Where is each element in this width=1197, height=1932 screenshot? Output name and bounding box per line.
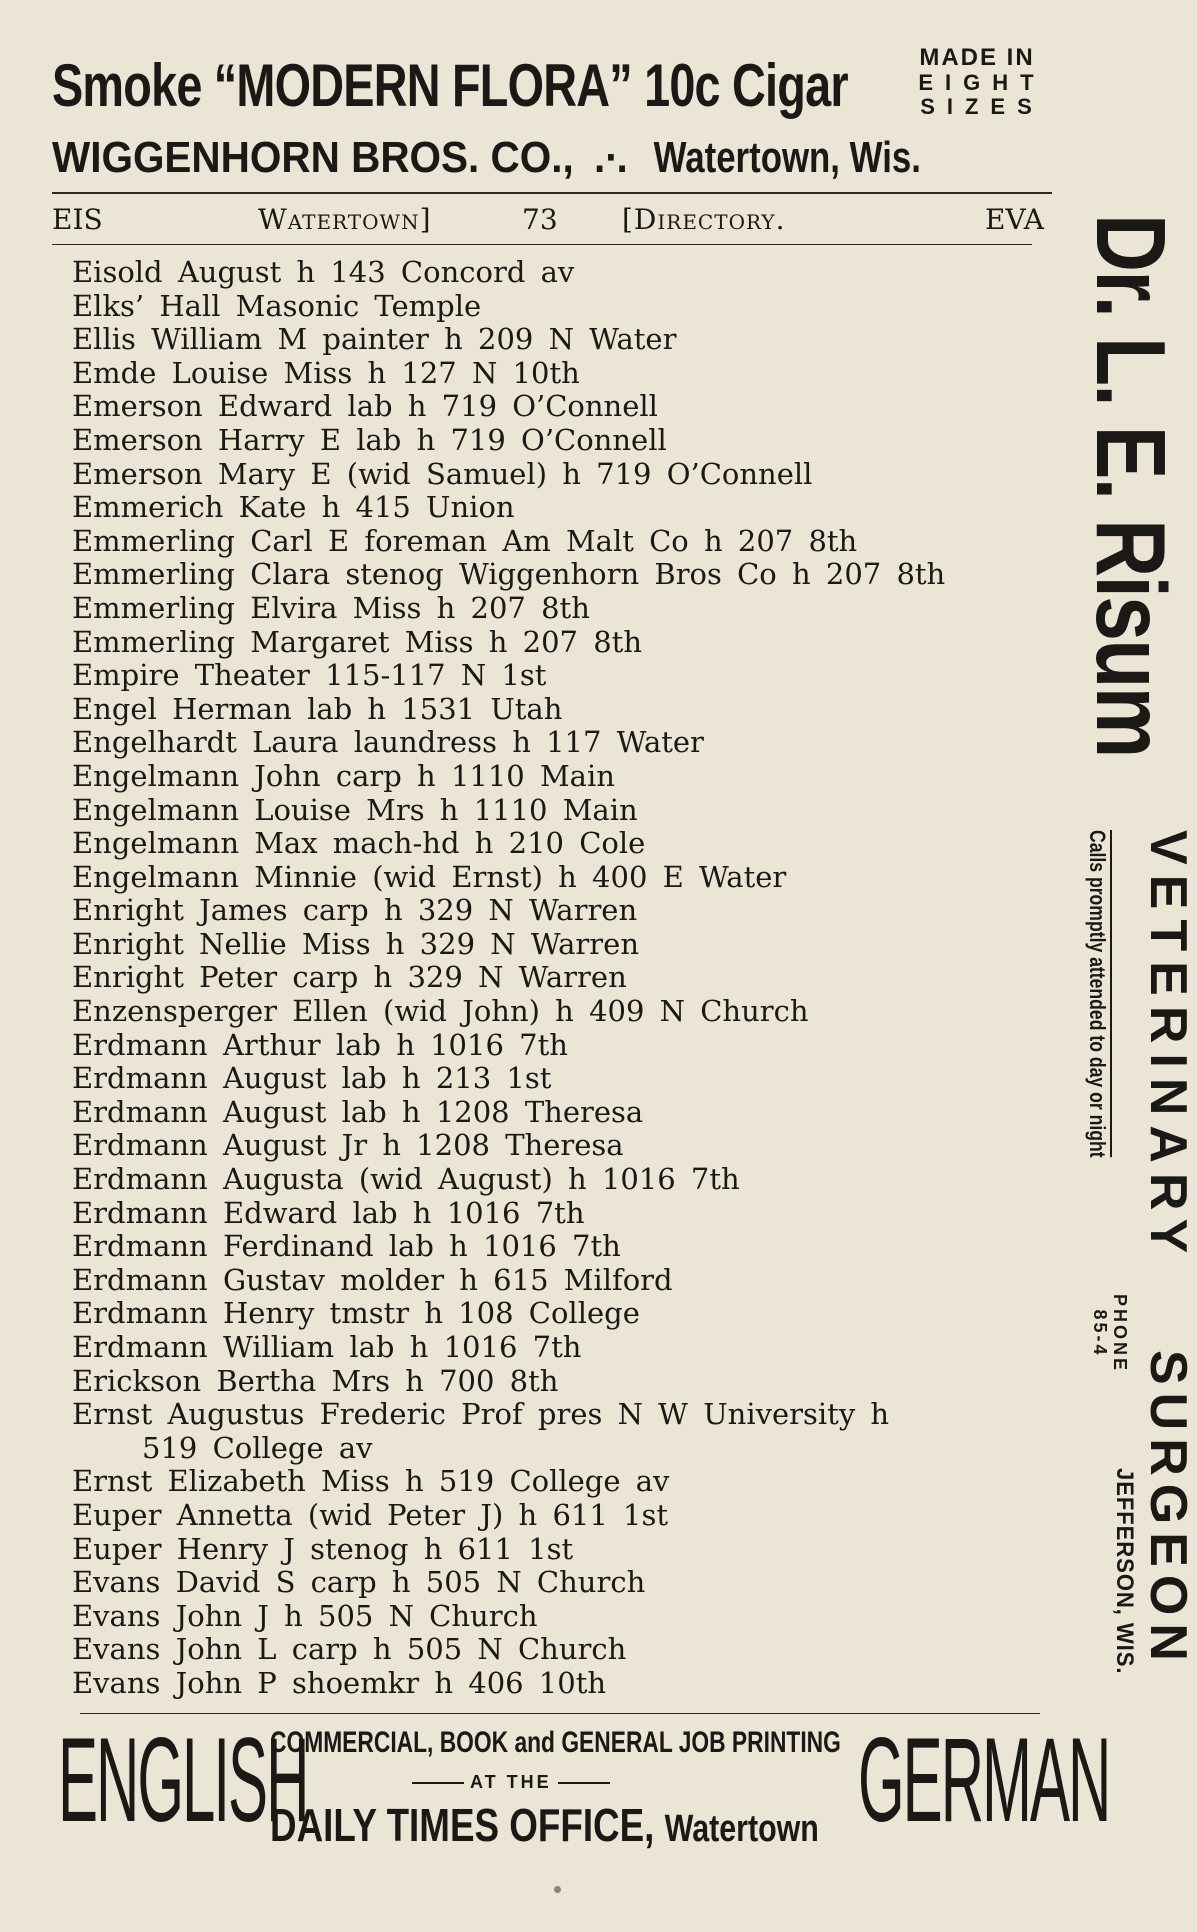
directory-entry: Erdmann Henry tmstr h 108 College [72, 1296, 640, 1331]
top-advertisement [52, 44, 1052, 194]
running-head-town: Watertown] [258, 203, 432, 236]
directory-entry: Emmerling Clara stenog Wiggenhorn Bros Co h 207 8th [72, 557, 946, 592]
made-in-text: MADE IN [919, 44, 1035, 71]
directory-entry: Emmerling Elvira Miss h 207 8th [72, 590, 590, 625]
doctor-name: Dr. L. E. Risum [1076, 214, 1186, 757]
surgeon-title: SURGEON [1139, 1350, 1197, 1669]
phone-number: 85-4 [1090, 1309, 1110, 1358]
cigar-ad-headline: Smoke “MODERN FLORA” 10c Cigar [52, 52, 848, 119]
directory-entry-continuation: 519 College av [142, 1430, 373, 1465]
directory-entry: Enzensperger Ellen (wid John) h 409 N Church [72, 994, 809, 1029]
doctor-location: JEFFERSON, WIS. [1111, 1468, 1138, 1675]
directory-entry: Emde Louise Miss h 127 N 10th [72, 355, 580, 390]
running-head [52, 200, 1044, 240]
top-rule [52, 192, 1052, 194]
running-head-directory: [Directory. [622, 203, 786, 236]
directory-entry: Ellis William M painter h 209 N Water [72, 322, 677, 357]
running-head-left-guide: EIS [52, 203, 103, 236]
directory-entry: Evans John J h 505 N Church [72, 1598, 538, 1633]
printing-advertisement [58, 1713, 1110, 1860]
times-office-name: DAILY TIMES OFFICE, [270, 1799, 655, 1851]
directory-entry: Eisold August h 143 Concord av [72, 255, 575, 289]
directory-entry: Emmerich Kate h 415 Union [72, 490, 515, 525]
running-head-right-guide: EVA [985, 203, 1044, 236]
directory-entry: Elks’ Hall Masonic Temple [72, 288, 482, 323]
company-city: Watertown, Wis. [653, 133, 921, 182]
paper-speck [554, 1886, 561, 1893]
company-name: WIGGENHORN BROS. CO., [52, 133, 574, 182]
directory-entry: Emerson Mary E (wid Samuel) h 719 O’Connell [72, 456, 813, 491]
directory-entry: Erdmann Ferdinand lab h 1016 7th [72, 1229, 621, 1264]
phone-block [1090, 1294, 1130, 1373]
directory-entry: Enright James carp h 329 N Warren [72, 893, 638, 928]
directory-entry: Empire Theater 115-117 N 1st [72, 658, 547, 693]
directory-entry: Emmerling Margaret Miss h 207 8th [72, 624, 642, 659]
directory-entry: Erdmann Augusta (wid August) h 1016 7th [72, 1162, 740, 1197]
at-the-line: AT THE [406, 1772, 616, 1793]
directory-entry: Engelmann Minnie (wid Ernst) h 400 E Water [72, 859, 787, 894]
separator-dots: .∙. [593, 133, 628, 182]
sizes-text: SIZES [920, 94, 1044, 119]
phone-label: PHONE [1110, 1294, 1130, 1374]
directory-entry: Euper Annetta (wid Peter J) h 611 1st [72, 1497, 669, 1532]
german-word: GERMAN [858, 1713, 1110, 1847]
directory-entry: Engelmann Max mach-hd h 210 Cole [72, 826, 646, 861]
english-word: ENGLISH [58, 1713, 308, 1847]
directory-entry: Engel Herman lab h 1531 Utah [72, 691, 563, 726]
directory-entry: Evans John L carp h 505 N Church [72, 1632, 627, 1667]
veterinary-title: VETERINARY [1139, 830, 1197, 1264]
directory-entry: Evans David S carp h 505 N Church [72, 1565, 646, 1600]
directory-entry: Ernst Augustus Frederic Prof pres N W University h [72, 1397, 890, 1432]
directory-entry: Engelmann Louise Mrs h 1110 Main [72, 792, 638, 827]
directory-entry: Evans John P shoemkr h 406 10th [72, 1665, 607, 1700]
eight-text: EIGHT [918, 70, 1046, 95]
directory-entry: Ernst Elizabeth Miss h 519 College av [72, 1464, 670, 1499]
directory-entry: Enright Nellie Miss h 329 N Warren [72, 926, 639, 961]
directory-entry: Erdmann Arthur lab h 1016 7th [72, 1027, 568, 1062]
times-office-city: Watertown [664, 1808, 819, 1850]
directory-entry: Erdmann August Jr h 1208 Theresa [72, 1128, 624, 1163]
directory-entry: Erdmann August lab h 1208 Theresa [72, 1094, 644, 1129]
directory-entry: Erdmann Edward lab h 1016 7th [72, 1195, 585, 1230]
directory-entry: Enright Peter carp h 329 N Warren [72, 960, 627, 995]
directory-entry: Engelhardt Laura laundress h 117 Water [72, 725, 704, 760]
directory-entry: Engelmann John carp h 1110 Main [72, 758, 615, 793]
page-number: 73 [522, 203, 558, 236]
printing-services-line: COMMERCIAL, BOOK and GENERAL JOB PRINTING [270, 1726, 841, 1759]
directory-entry: Emerson Edward lab h 719 O’Connell [72, 389, 658, 424]
directory-entry: Emmerling Carl E foreman Am Malt Co h 207 8th [72, 523, 858, 558]
times-office-line [270, 1798, 819, 1852]
directory-entries [72, 256, 972, 1701]
made-in-sizes-block [902, 46, 1052, 118]
calls-notice: Calls promptly attended to day or night [1085, 830, 1110, 1158]
cigar-ad-company-line [52, 133, 964, 182]
directory-entry: Erdmann Gustav molder h 615 Milford [72, 1262, 673, 1297]
directory-entry: Erickson Bertha Mrs h 700 8th [72, 1363, 559, 1398]
directory-entry: Erdmann August lab h 213 1st [72, 1061, 552, 1096]
veterinary-side-advertisement [1040, 210, 1197, 1710]
head-rule [52, 244, 1032, 245]
directory-entry: Erdmann William lab h 1016 7th [72, 1330, 582, 1364]
directory-entry: Emerson Harry E lab h 719 O’Connell [72, 422, 667, 457]
directory-entry: Euper Henry J stenog h 611 1st [72, 1531, 574, 1566]
